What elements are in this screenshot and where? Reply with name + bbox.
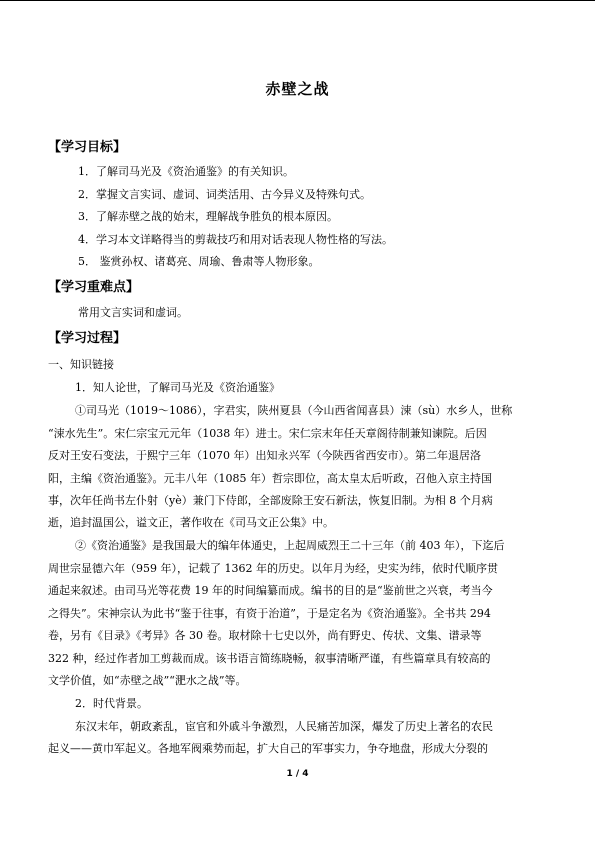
paragraph-line: ②《资治通鉴》是我国最大的编年体通史，上起周威烈王二十三年（前 403 年），下迄后 (75, 539, 505, 552)
page-title: 赤壁之战 (265, 80, 330, 98)
paragraph-line: ①司马光（1019～1086），字君实，陕州夏县（今山西省闻喜县）涑（sù）水乡人，世称 (75, 404, 513, 417)
goal-item: 3．了解赤壁之战的始末，理解战争胜负的根本原因。 (78, 210, 338, 223)
paragraph-line: 322 种，经过作者加工剪裁而成。该书语言简练晓畅，叙事清晰严谨，有些篇章具有较高的 (48, 652, 491, 665)
paragraph-line: 通起来叙述。由司马光等花费 19 年的时间编纂而成。编书的目的是“鉴前世之兴衰，考当今 (48, 584, 493, 597)
keypoints-text: 常用文言实词和虚词。 (78, 306, 188, 319)
paragraph-line: “涑水先生”。宋仁宗宝元元年（1038 年）进士。宋仁宗末年任天章阁待制兼知谏院。后因 (48, 427, 487, 440)
paragraph-line: 卷，另有《目录》《考异》各 30 卷。取材除十七史以外，尚有野史、传状、文集、谱录等 (48, 629, 482, 642)
part-heading: 一、知识链接 (48, 358, 114, 371)
paragraph-line: 反对王安石变法，于熙宁三年（1070 年）出知永兴军（今陕西省西安市）。第二年退居洛 (48, 449, 481, 462)
item-heading: 2．时代背景。 (75, 697, 148, 710)
paragraph-line: 东汉末年，朝政紊乱，宦官和外戚斗争激烈，人民痛苦加深，爆发了历史上著名的农民 (75, 720, 493, 733)
item-heading: 1．知人论世，了解司马光及《资治通鉴》 (75, 381, 280, 394)
paragraph-line: 之得失”。宋神宗认为此书“鉴于往事，有资于治道”，于是定名为《资治通鉴》。全书共 294 (48, 607, 491, 620)
paragraph-line: 阳，主编《资治通鉴》。元丰八年（1085 年）哲宗即位，高太皇太后听政，召他入京主持国 (48, 472, 492, 485)
section-heading-process: 【学习过程】 (48, 331, 127, 346)
goal-item: 2．掌握文言实词、虚词、词类活用、古今异义及特殊句式。 (78, 188, 371, 201)
goal-item: 4．学习本文详略得当的剪裁技巧和用对话表现人物性格的写法。 (78, 233, 393, 246)
paragraph-line: 周世宗显德六年（959 年），记载了 1362 年的历史。以年月为经，史实为纬，依时代顺序贯 (48, 562, 498, 575)
paragraph-line: 起义——黄巾军起义。各地军阀乘势而起，扩大自己的军事实力，争夺地盘，形成大分裂的 (48, 742, 488, 755)
goal-item: 1．了解司马光及《资治通鉴》的有关知识。 (78, 165, 294, 178)
page-number: 1 / 4 (286, 769, 309, 779)
paragraph-line: 文学价值，如“赤壁之战”“淝水之战”等。 (48, 674, 247, 687)
paragraph-line: 逝，追封温国公，谥文正，著作收在《司马文正公集》中。 (48, 516, 334, 529)
section-heading-goals: 【学习目标】 (48, 140, 127, 155)
section-heading-keypoints: 【学习重难点】 (48, 280, 140, 295)
goal-item: 5． 鉴赏孙权、诸葛亮、周瑜、鲁肃等人物形象。 (78, 255, 320, 268)
paragraph-line: 事，次年任尚书左仆射（yè）兼门下侍郎，全部废除王安石新法，恢复旧制。为相 8 个月病 (48, 494, 493, 507)
